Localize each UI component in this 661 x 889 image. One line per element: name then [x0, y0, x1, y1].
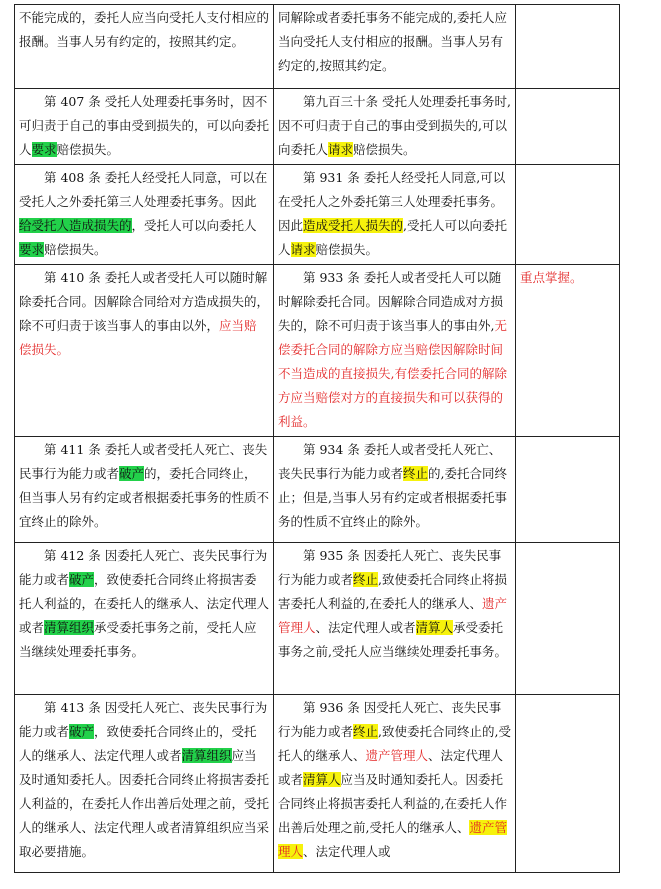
yellow-highlight: 终止: [353, 724, 379, 739]
table-row: [15, 265, 620, 437]
old-law-cell: [15, 165, 274, 265]
yellow-highlight: 造成受托人损失的: [303, 218, 404, 233]
article-text: [278, 90, 511, 162]
text-segment: 第 412 条 因委托人死亡、丧失民事行为能力或者: [19, 548, 268, 587]
text-segment: 的，委托合同终止，但当事人另有约定或者根据委托事务的性质不宜终止的除外。: [19, 466, 270, 529]
text-segment: 第 933 条 委托人或者受托人可以随时解除委托合同。因解除合同造成对方损失的，除不可归责于该当事人的事由外,: [278, 270, 504, 333]
red-text: 遗产管理人: [365, 748, 429, 763]
article-text: [19, 438, 269, 534]
text-segment: 承受委托事务之前,受托人应当继续处理委托事务。: [278, 620, 507, 659]
old-law-cell: [15, 265, 274, 437]
green-highlight: 给受托人造成损失的: [19, 218, 132, 233]
text-segment: 第 407 条 受托人处理委托事务时，因不可归责于自己的事由受到损失的，可以向委托人: [19, 94, 270, 157]
article-text: [278, 266, 511, 434]
text-segment: 第九百三十条 受托人处理委托事务时,因不可归责于自己的事由受到损失的,可以向委托人: [278, 94, 511, 157]
table-row: [15, 165, 620, 265]
text-segment: ，致使委托合同终止将损害委托人利益的，在委托人的继承人、法定代理人或者: [19, 572, 270, 635]
text-segment: 第 413 条 因受托人死亡、丧失民事行为能力或者: [19, 700, 268, 739]
old-law-cell: [15, 437, 274, 543]
law-comparison-table: [14, 4, 620, 873]
text-segment: 第 936 条 因受托人死亡、丧失民事行为能力或者: [278, 700, 502, 739]
new-law-cell: [274, 437, 516, 543]
yellow-highlight: 请求: [290, 242, 316, 257]
new-law-cell: [274, 5, 516, 89]
article-text: [278, 6, 511, 78]
text-segment: ,致使委托合同终止将损害委托人利益的,在委托人的继承人、: [278, 572, 508, 611]
text-segment: ,致使委托合同终止的,受托人的继承人、: [278, 724, 511, 763]
text-segment: 、法定代理人或者: [315, 620, 416, 635]
text-segment: 不能完成的，委托人应当向受托人支付相应的报酬。当事人另有约定的，按照其约定。: [19, 10, 270, 49]
red-text: 应当赔偿损失。: [19, 318, 257, 357]
text-segment: 赔偿损失。: [353, 142, 416, 157]
old-law-cell: [15, 695, 274, 873]
note-cell: [516, 265, 620, 437]
green-highlight: 清算组织: [44, 620, 95, 635]
text-segment: 、法定代理人或者: [278, 748, 504, 787]
text-segment: 同解除或者委托事务不能完成的,委托人应当向受托人支付相应的报酬。当事人另有约定的,按照其约定。: [278, 10, 507, 73]
article-text: [19, 166, 269, 262]
table-row: [15, 5, 620, 89]
yellow-highlight: 清算人: [303, 772, 341, 787]
yellow-highlight: 终止: [403, 466, 429, 481]
table-row: [15, 695, 620, 873]
note-cell: [516, 437, 620, 543]
text-segment: 承受委托事务之前，受托人应当继续处理委托事务。: [19, 620, 257, 659]
note-cell: [516, 165, 620, 265]
note-cell: [516, 5, 620, 89]
old-law-cell: [15, 543, 274, 695]
green-highlight: 要求: [31, 142, 57, 157]
green-highlight: 破产: [119, 466, 145, 481]
red-text: 无偿委托合同的解除方应当赔偿因解除时间不当造成的直接损失,有偿委托合同的解除方应当赔偿对方的直接损失和可以获得的利益。: [278, 318, 507, 429]
note-text: 重点掌握。: [520, 270, 583, 285]
article-text: [278, 544, 511, 664]
text-segment: ,受托人可以向委托人: [278, 218, 508, 257]
article-text: [19, 696, 269, 864]
article-text: [278, 438, 511, 534]
article-text: [19, 544, 269, 664]
new-law-cell: [274, 695, 516, 873]
red-text: 遗产管理人: [278, 596, 507, 635]
text-segment: 第 410 条 委托人或者受托人可以随时解除委托合同。因解除合同给对方造成损失的，除不可归责于该当事人的事由以外，: [19, 270, 270, 333]
new-law-cell: [274, 265, 516, 437]
text-segment: ，致使委托合同终止的，受托人的继承人、法定代理人或者: [19, 724, 257, 763]
text-segment: 应当及时通知委托人。因委托合同终止将损害委托人利益的，在委托人作出善后处理之前，受托人的继承人、法定代理人或者清算组织应当采取必要措施。: [19, 748, 270, 859]
yellow-highlight: 终止: [353, 572, 379, 587]
note-cell: [516, 695, 620, 873]
text-segment: 第 934 条 委托人或者受托人死亡、丧失民事行为能力或者: [278, 442, 502, 481]
text-segment: 赔偿损失。: [315, 242, 379, 257]
text-segment: 、法定代理人或: [303, 844, 391, 859]
new-law-cell: [274, 89, 516, 165]
table-row: [15, 543, 620, 695]
text-segment: ，受托人可以向委托人: [131, 218, 257, 233]
note-cell: [516, 89, 620, 165]
text-segment: 第 411 条 委托人或者受托人死亡、丧失民事行为能力或者: [19, 442, 268, 481]
yellow-highlight: 请求: [328, 142, 354, 157]
text-segment: 第 935 条 因委托人死亡、丧失民事行为能力或者: [278, 548, 502, 587]
red-highlighted-text: 遗产管理人: [278, 820, 507, 859]
text-segment: 赔偿损失。: [44, 242, 107, 257]
green-highlight: 破产: [69, 572, 95, 587]
text-segment: 应当及时通知委托人。因委托合同终止将损害委托人利益的,在委托人作出善后处理之前,受托人的继承人、: [278, 772, 507, 835]
article-text: [19, 266, 269, 362]
text-segment: 第 408 条 委托人经受托人同意，可以在受托人之外委托第三人处理委托事务。因此: [19, 170, 268, 209]
text-segment: 的,委托合同终止；但是,当事人另有约定或者根据委托事务的性质不宜终止的除外。: [278, 466, 508, 529]
article-text: [19, 90, 269, 162]
new-law-cell: [274, 165, 516, 265]
new-law-cell: [274, 543, 516, 695]
green-highlight: 清算组织: [181, 748, 232, 763]
table-row: [15, 89, 620, 165]
green-highlight: 要求: [19, 242, 45, 257]
note-cell: [516, 543, 620, 695]
table-row: [15, 437, 620, 543]
green-highlight: 破产: [69, 724, 95, 739]
old-law-cell: [15, 89, 274, 165]
text-segment: 第 931 条 委托人经受托人同意,可以在受托人之外委托第三人处理委托事务。因此: [278, 170, 506, 233]
text-segment: 赔偿损失。: [56, 142, 120, 157]
article-text: [278, 166, 511, 262]
article-text: [278, 696, 511, 864]
old-law-cell: [15, 5, 274, 89]
article-text: [19, 6, 269, 54]
yellow-highlight: 清算人: [415, 620, 454, 635]
table-body: [15, 5, 620, 873]
